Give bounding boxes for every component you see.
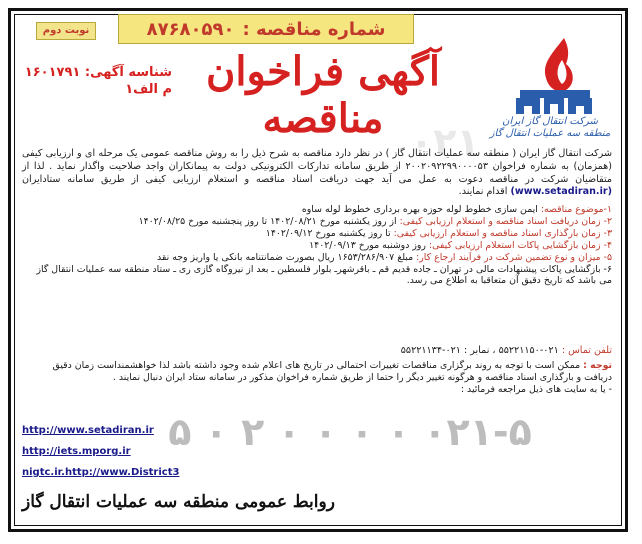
item-label: ۶- بازگشایی پاکات پیشنهادات مالی bbox=[475, 263, 612, 275]
tender-number: ۸۷۶۸۰۵۹۰ bbox=[146, 18, 235, 40]
intro-paragraph bbox=[22, 148, 612, 199]
list-item bbox=[22, 216, 612, 228]
item-label: ۲- زمان دریافت اسناد مناقصه و استعلام ارزیابی کیفی: bbox=[399, 215, 612, 227]
list-item bbox=[22, 240, 612, 252]
item-label: ۳- زمان بارگذاری اسناد مناقصه و استعلام ارزیابی کیفی: bbox=[393, 227, 612, 239]
ad-id-label: شناسه آگهی: ۱۶۰۱۷۹۱ bbox=[24, 65, 172, 80]
logo-line-1: شرکت انتقال گاز ایران bbox=[502, 116, 598, 127]
item-label: ۵- میزان و نوع تضمین شرکت در فرآیند ارجاع کار: bbox=[416, 251, 612, 263]
item-label: ۴- زمان بازگشایی پاکات استعلام ارزیابی کیفی: bbox=[428, 239, 612, 251]
phones-value: ۰۲۱-۵۵۲۲۱۱۵۰ ، نمابر : ۰۲۱-۵۵۲۲۱۱۳۴ bbox=[400, 345, 559, 356]
tender-label: شماره مناقصه : bbox=[242, 18, 386, 40]
item-value: ایمن سازی خطوط لوله حوزه بهره برداری خطوط لوله ساوه bbox=[301, 204, 541, 215]
list-item bbox=[22, 264, 612, 288]
list-item bbox=[22, 252, 612, 264]
footer-signature: روابط عمومی منطقه سه عملیات انتقال گاز bbox=[22, 492, 335, 512]
link-iets[interactable]: http://iets.mporg.ir bbox=[22, 446, 131, 457]
link-setadiran[interactable]: http://www.setadiran.ir bbox=[22, 425, 154, 436]
watermark: ۰۲۱ bbox=[410, 120, 480, 164]
ad-id-suffix: م الف۱ bbox=[125, 82, 172, 97]
item-value: تا روز یکشنبه مورخ ۱۴۰۲/۰۹/۱۲ bbox=[265, 227, 394, 239]
notice bbox=[22, 360, 612, 396]
list-item bbox=[22, 228, 612, 240]
page-title: آگهی فراخوان مناقصه bbox=[205, 48, 441, 142]
item-value: مبلغ ۱۶۵۳/۲۸۶/۹۰۷ ریال بصورت ضمانتنامه بانکی یا واریز وجه نقد bbox=[156, 251, 417, 263]
item-label: ۱-موضوع مناقصه: bbox=[540, 204, 612, 215]
contact-phones bbox=[22, 345, 612, 357]
intro-site-link[interactable]: (www.setadiran.ir) bbox=[510, 186, 612, 198]
notice-label: توجه : bbox=[583, 360, 612, 371]
phones-label: تلفن تماس : bbox=[561, 345, 612, 356]
tender-number-box bbox=[118, 14, 414, 44]
links-list bbox=[22, 420, 222, 483]
list-item bbox=[22, 204, 612, 216]
ad-id bbox=[22, 64, 172, 98]
intro-text: شرکت انتقال گاز ایران ( منطقه سه عملیات انتقال گاز ) در نظر دارد مناقصه به شرح ذیل را به روش مناقصه عمومی یک مرحله ای و ارزیابی کیفی (همزمان) به شماره فراخوان ۲۰۰۲۰۹۲۲۹۹۰۰۰۰۵۳ از طریق سامانه تدارکات الکترونیکی دولت به پیمانکاران واجد صلاحیت واگذار نماید . لذا از متقاضیان شرکت در مناقصه دعوت به عمل می آید جهت دریافت اسناد مناقصه و استعلام ارزیابی کیفی از طریق سامانه ستادایران bbox=[22, 148, 612, 185]
logo-line-2: منطقه سه عملیات انتقال گاز bbox=[489, 128, 611, 139]
notice-more: - یا به سایت های ذیل مراجعه فرمائید : bbox=[460, 383, 612, 395]
notice-text: ممکن است با توجه به روند برگزاری مناقصات تغییرات احتمالی در تاریخ های اعلام شده وجود داشته باشد لذا خواهشمنداست زمان دقیق دریافت و بارگذاری اسناد مناقصه و هرگونه تغییر دیگر را حتما از طریق شماره فراخوان مذکور در سامانه ستاد ایران دنبال نمایند . bbox=[52, 360, 612, 383]
logo-caption bbox=[486, 116, 614, 140]
turn-badge: نوبت دوم bbox=[36, 22, 96, 40]
tender-items-list bbox=[22, 204, 612, 287]
watermark-phone: ۰۲۱-۵ ۰ ۰ ۰ ۰ ۲ ۰ ۵ bbox=[168, 410, 532, 454]
item-value: در تهران ـ جاده قدیم قم ـ باقرشهرـ بلوار فلسطین ـ بعد از نیروگاه گازی ری ـ ستاد منطقه سه عملیات انتقال گاز می باشد که تاریخ دقیق آن متعاقبا به اطلاع می رسد. bbox=[36, 263, 612, 287]
intro-tail: اقدام نمایند. bbox=[458, 186, 508, 198]
item-value: از روز یکشنبه مورخ ۱۴۰۲/۰۸/۲۱ تا روز پنجشنبه مورخ ۱۴۰۲/۰۸/۲۵ bbox=[138, 215, 400, 227]
item-value: روز دوشنبه مورخ ۱۴۰۲/۰۹/۱۳ bbox=[309, 239, 429, 251]
link-district3[interactable]: nigtc.ir.http://www.District3 bbox=[22, 467, 180, 478]
